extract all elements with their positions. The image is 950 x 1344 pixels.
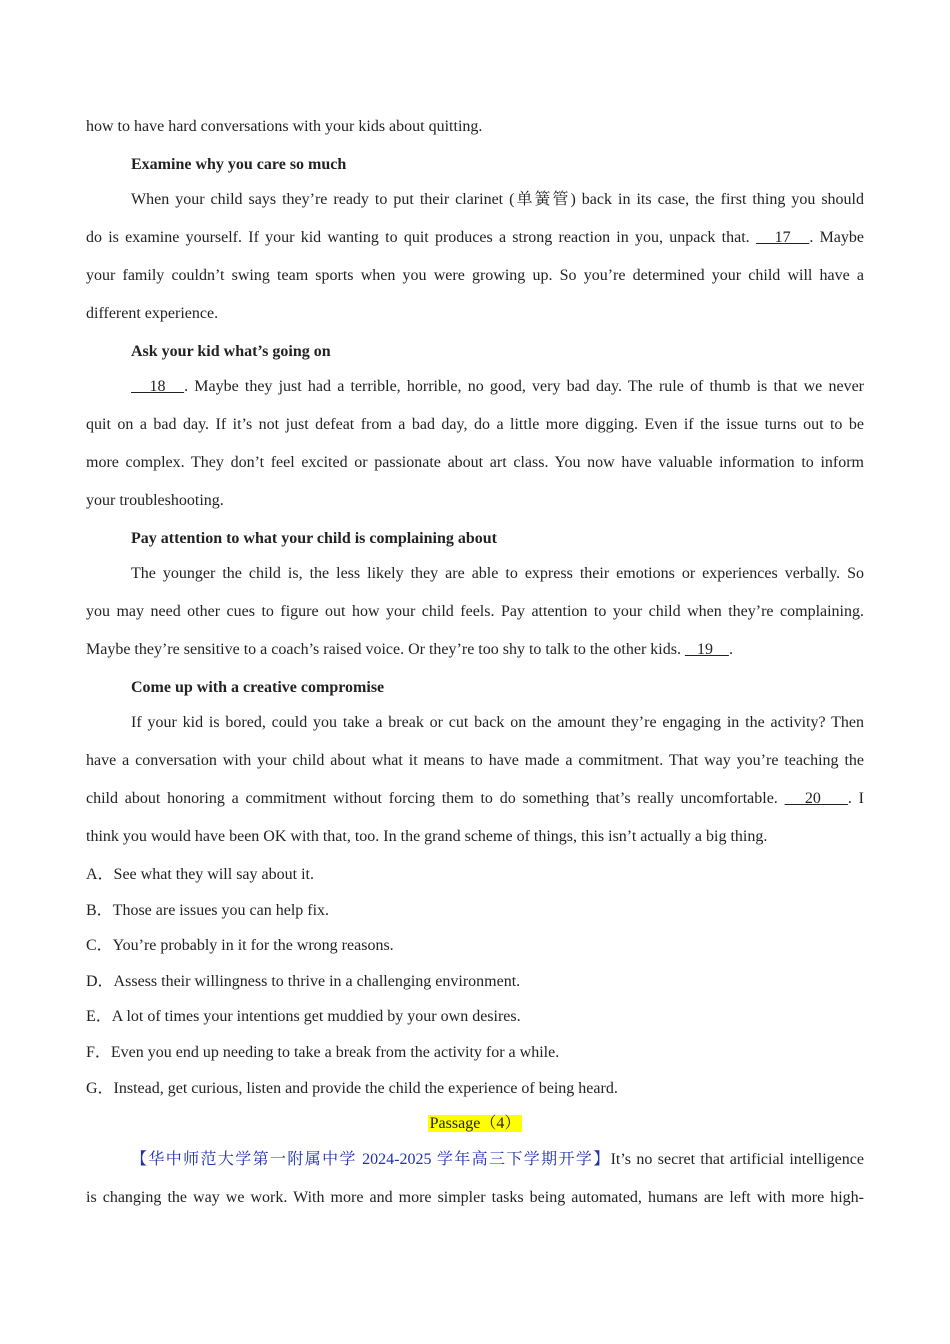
blank-18[interactable]: 18 [131,378,185,395]
text-span: . Maybe they just had a terrible, horrible, no good, very bad day. The rule of thumb is that we never [184,378,865,395]
document-body [86,110,864,1219]
blank-20[interactable]: 20 [784,790,848,807]
text-line: think you would have been OK with that, too. In the grand scheme of things, this isn’t actually a big thing. [86,828,768,845]
passage-heading [86,1107,864,1143]
text-line [86,221,864,259]
text-line: have a conversation with your child about what it means to have made a commitment. That way you’re teaching the [86,752,864,769]
text-line: more complex. They don’t feel excited or passionate about art class. You now have valuable information to inform [86,454,864,471]
text-line: quit on a bad day. If it’s not just defeat from a bad day, do a little more digging. Even if the issue turns out to be [86,416,864,433]
text-line [86,370,864,408]
text-line [86,1143,864,1181]
option-c: C．You’re probably in it for the wrong reasons. [86,937,394,955]
text-line: When your child says they’re ready to put their clarinet (单簧管) back in its case, the first thing you should [131,191,864,208]
text-span: . I [847,790,865,807]
text-span: . [728,641,733,658]
source-citation: 【华中师范大学第一附属中学 2024-2025 学年高三下学期开学】 [131,1151,611,1169]
section-heading-compromise: Come up with a creative compromise [131,679,385,696]
option-a: A．See what they will say about it. [86,866,314,883]
text-line [86,633,864,671]
answer-options [86,858,864,1107]
text-line [86,782,864,820]
text-line: If your kid is bored, could you take a break or cut back on the amount they’re engaging in the activity? Then [131,714,864,731]
text-span: . Maybe [809,229,865,246]
option-f: F．Even you end up needing to take a break from the activity for a while. [86,1043,560,1061]
paragraph-ask [86,370,864,522]
paragraph-intro-tail [86,110,864,148]
paragraph-pay-attention [86,557,864,671]
text-line: your troubleshooting. [86,492,224,509]
passage-label: Passage（4） [429,1115,521,1133]
paragraph-examine [86,183,864,335]
paragraph-compromise [86,706,864,858]
text-span: do is examine yourself. If your kid wanting to quit produces a strong reaction in you, unpack that. [86,229,750,246]
blank-17[interactable]: 17 [755,229,810,246]
section-heading-examine: Examine why you care so much [131,156,347,173]
text-line: your family couldn’t swing team sports when you were growing up. So you’re determined your child will have a [86,267,864,284]
section-heading-pay-attention: Pay attention to what your child is complaining about [131,530,497,547]
paragraph-passage4 [86,1143,864,1219]
text-line: you may need other cues to figure out how your child feels. Pay attention to your child when they’re complaining. [86,603,864,620]
option-b: B．Those are issues you can help fix. [86,901,330,919]
text-line: The younger the child is, the less likely they are able to express their emotions or experiences verbally. So [131,565,864,582]
text-span: Maybe they’re sensitive to a coach’s raised voice. Or they’re too shy to talk to the other kids. [86,641,681,658]
blank-19[interactable]: 19 [684,641,729,658]
text-line: different experience. [86,305,219,322]
option-g: G．Instead, get curious, listen and provide the child the experience of being heard. [86,1079,618,1097]
text-span: It’s no secret that artificial intelligence [610,1151,864,1169]
text-span: child about honoring a commitment without forcing them to do something that’s really uncomfortable. [86,790,778,807]
section-heading-ask: Ask your kid what’s going on [131,343,331,360]
text-line: is changing the way we work. With more and more simpler tasks being automated, humans are left with more high- [86,1189,864,1207]
option-e: E．A lot of times your intentions get muddied by your own desires. [86,1008,521,1026]
text-line: how to have hard conversations with your kids about quitting. [86,118,483,135]
option-d: D．Assess their willingness to thrive in a challenging environment. [86,972,521,990]
